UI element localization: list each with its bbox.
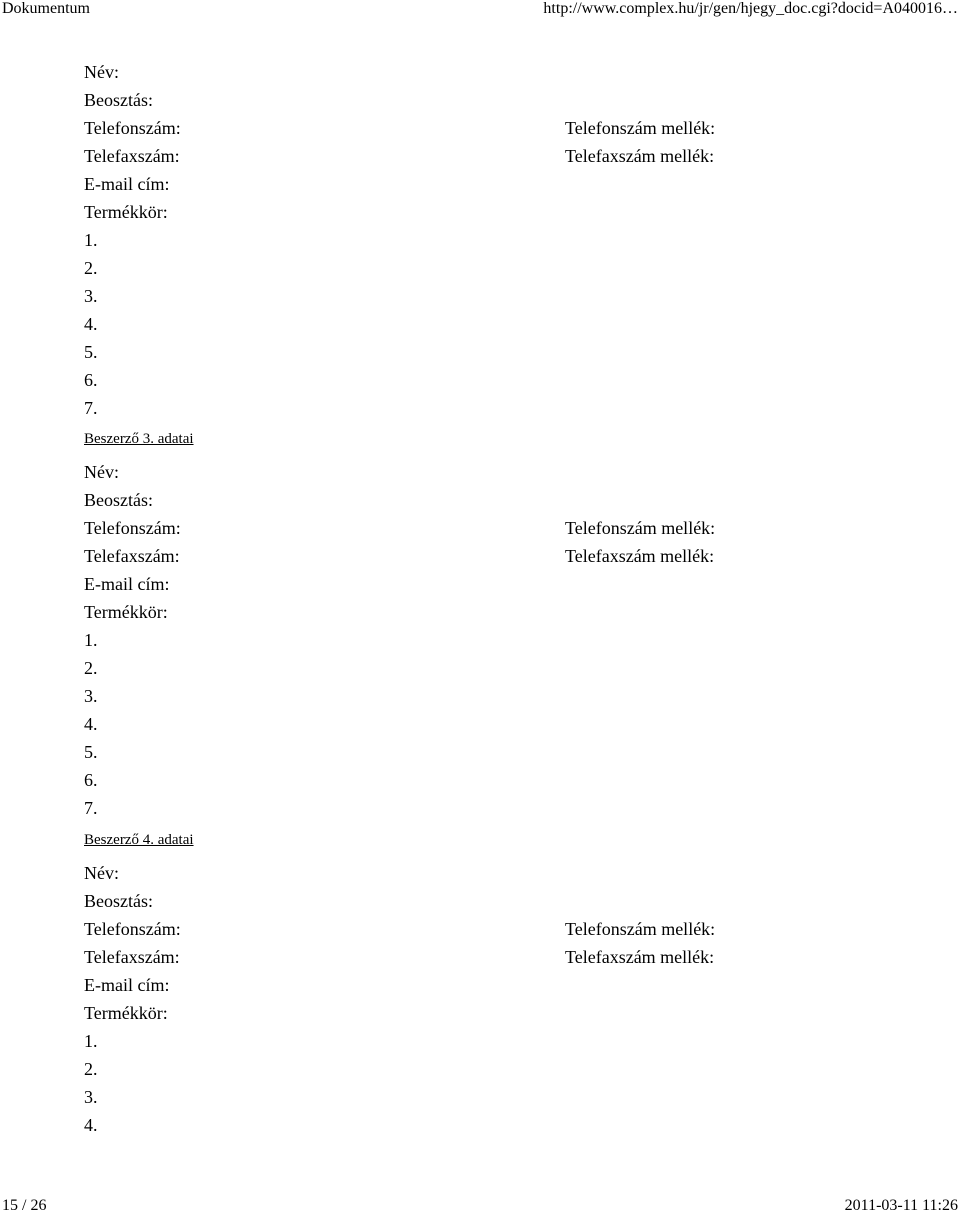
- product-item-6: 6.: [84, 770, 98, 790]
- phone-ext-label: Telefonszám mellék:: [565, 518, 716, 538]
- phone-label: Telefonszám:: [84, 919, 181, 939]
- fax-ext-label: Telefaxszám mellék:: [565, 146, 715, 166]
- fax-label: Telefaxszám:: [84, 947, 180, 967]
- section-title: Beszerző 3. adatai: [84, 431, 194, 447]
- page-number: 15 / 26: [2, 1197, 47, 1214]
- product-item-6: 6.: [84, 370, 98, 390]
- product-item-5: 5.: [84, 742, 98, 762]
- phone-ext-label: Telefonszám mellék:: [565, 919, 716, 939]
- product-item-3: 3.: [84, 686, 98, 706]
- document-header-url: http://www.complex.hu/jr/gen/hjegy_doc.cgi?docid=A040016…: [543, 0, 958, 17]
- document-header-title: Dokumentum: [2, 0, 90, 17]
- product-range-label: Termékkör:: [84, 1003, 168, 1023]
- product-range-label: Termékkör:: [84, 202, 168, 222]
- product-item-7: 7.: [84, 798, 98, 818]
- product-item-2: 2.: [84, 1059, 98, 1079]
- print-timestamp: 2011-03-11 11:26: [844, 1197, 958, 1214]
- product-item-7: 7.: [84, 398, 98, 418]
- phone-ext-label: Telefonszám mellék:: [565, 118, 716, 138]
- fax-label: Telefaxszám:: [84, 546, 180, 566]
- fax-ext-label: Telefaxszám mellék:: [565, 546, 715, 566]
- product-item-4: 4.: [84, 314, 98, 334]
- product-item-4: 4.: [84, 1115, 98, 1135]
- phone-label: Telefonszám:: [84, 118, 181, 138]
- position-label: Beosztás:: [84, 891, 153, 911]
- phone-label: Telefonszám:: [84, 518, 181, 538]
- product-item-1: 1.: [84, 230, 98, 250]
- fax-label: Telefaxszám:: [84, 146, 180, 166]
- product-item-3: 3.: [84, 1087, 98, 1107]
- position-label: Beosztás:: [84, 490, 153, 510]
- product-item-5: 5.: [84, 342, 98, 362]
- product-item-1: 1.: [84, 630, 98, 650]
- position-label: Beosztás:: [84, 90, 153, 110]
- product-range-label: Termékkör:: [84, 602, 168, 622]
- product-item-1: 1.: [84, 1031, 98, 1051]
- product-item-2: 2.: [84, 258, 98, 278]
- name-label: Név:: [84, 62, 119, 82]
- email-label: E-mail cím:: [84, 574, 170, 594]
- product-item-4: 4.: [84, 714, 98, 734]
- section-title: Beszerző 4. adatai: [84, 832, 194, 848]
- product-item-3: 3.: [84, 286, 98, 306]
- fax-ext-label: Telefaxszám mellék:: [565, 947, 715, 967]
- email-label: E-mail cím:: [84, 975, 170, 995]
- name-label: Név:: [84, 462, 119, 482]
- name-label: Név:: [84, 863, 119, 883]
- product-item-2: 2.: [84, 658, 98, 678]
- email-label: E-mail cím:: [84, 174, 170, 194]
